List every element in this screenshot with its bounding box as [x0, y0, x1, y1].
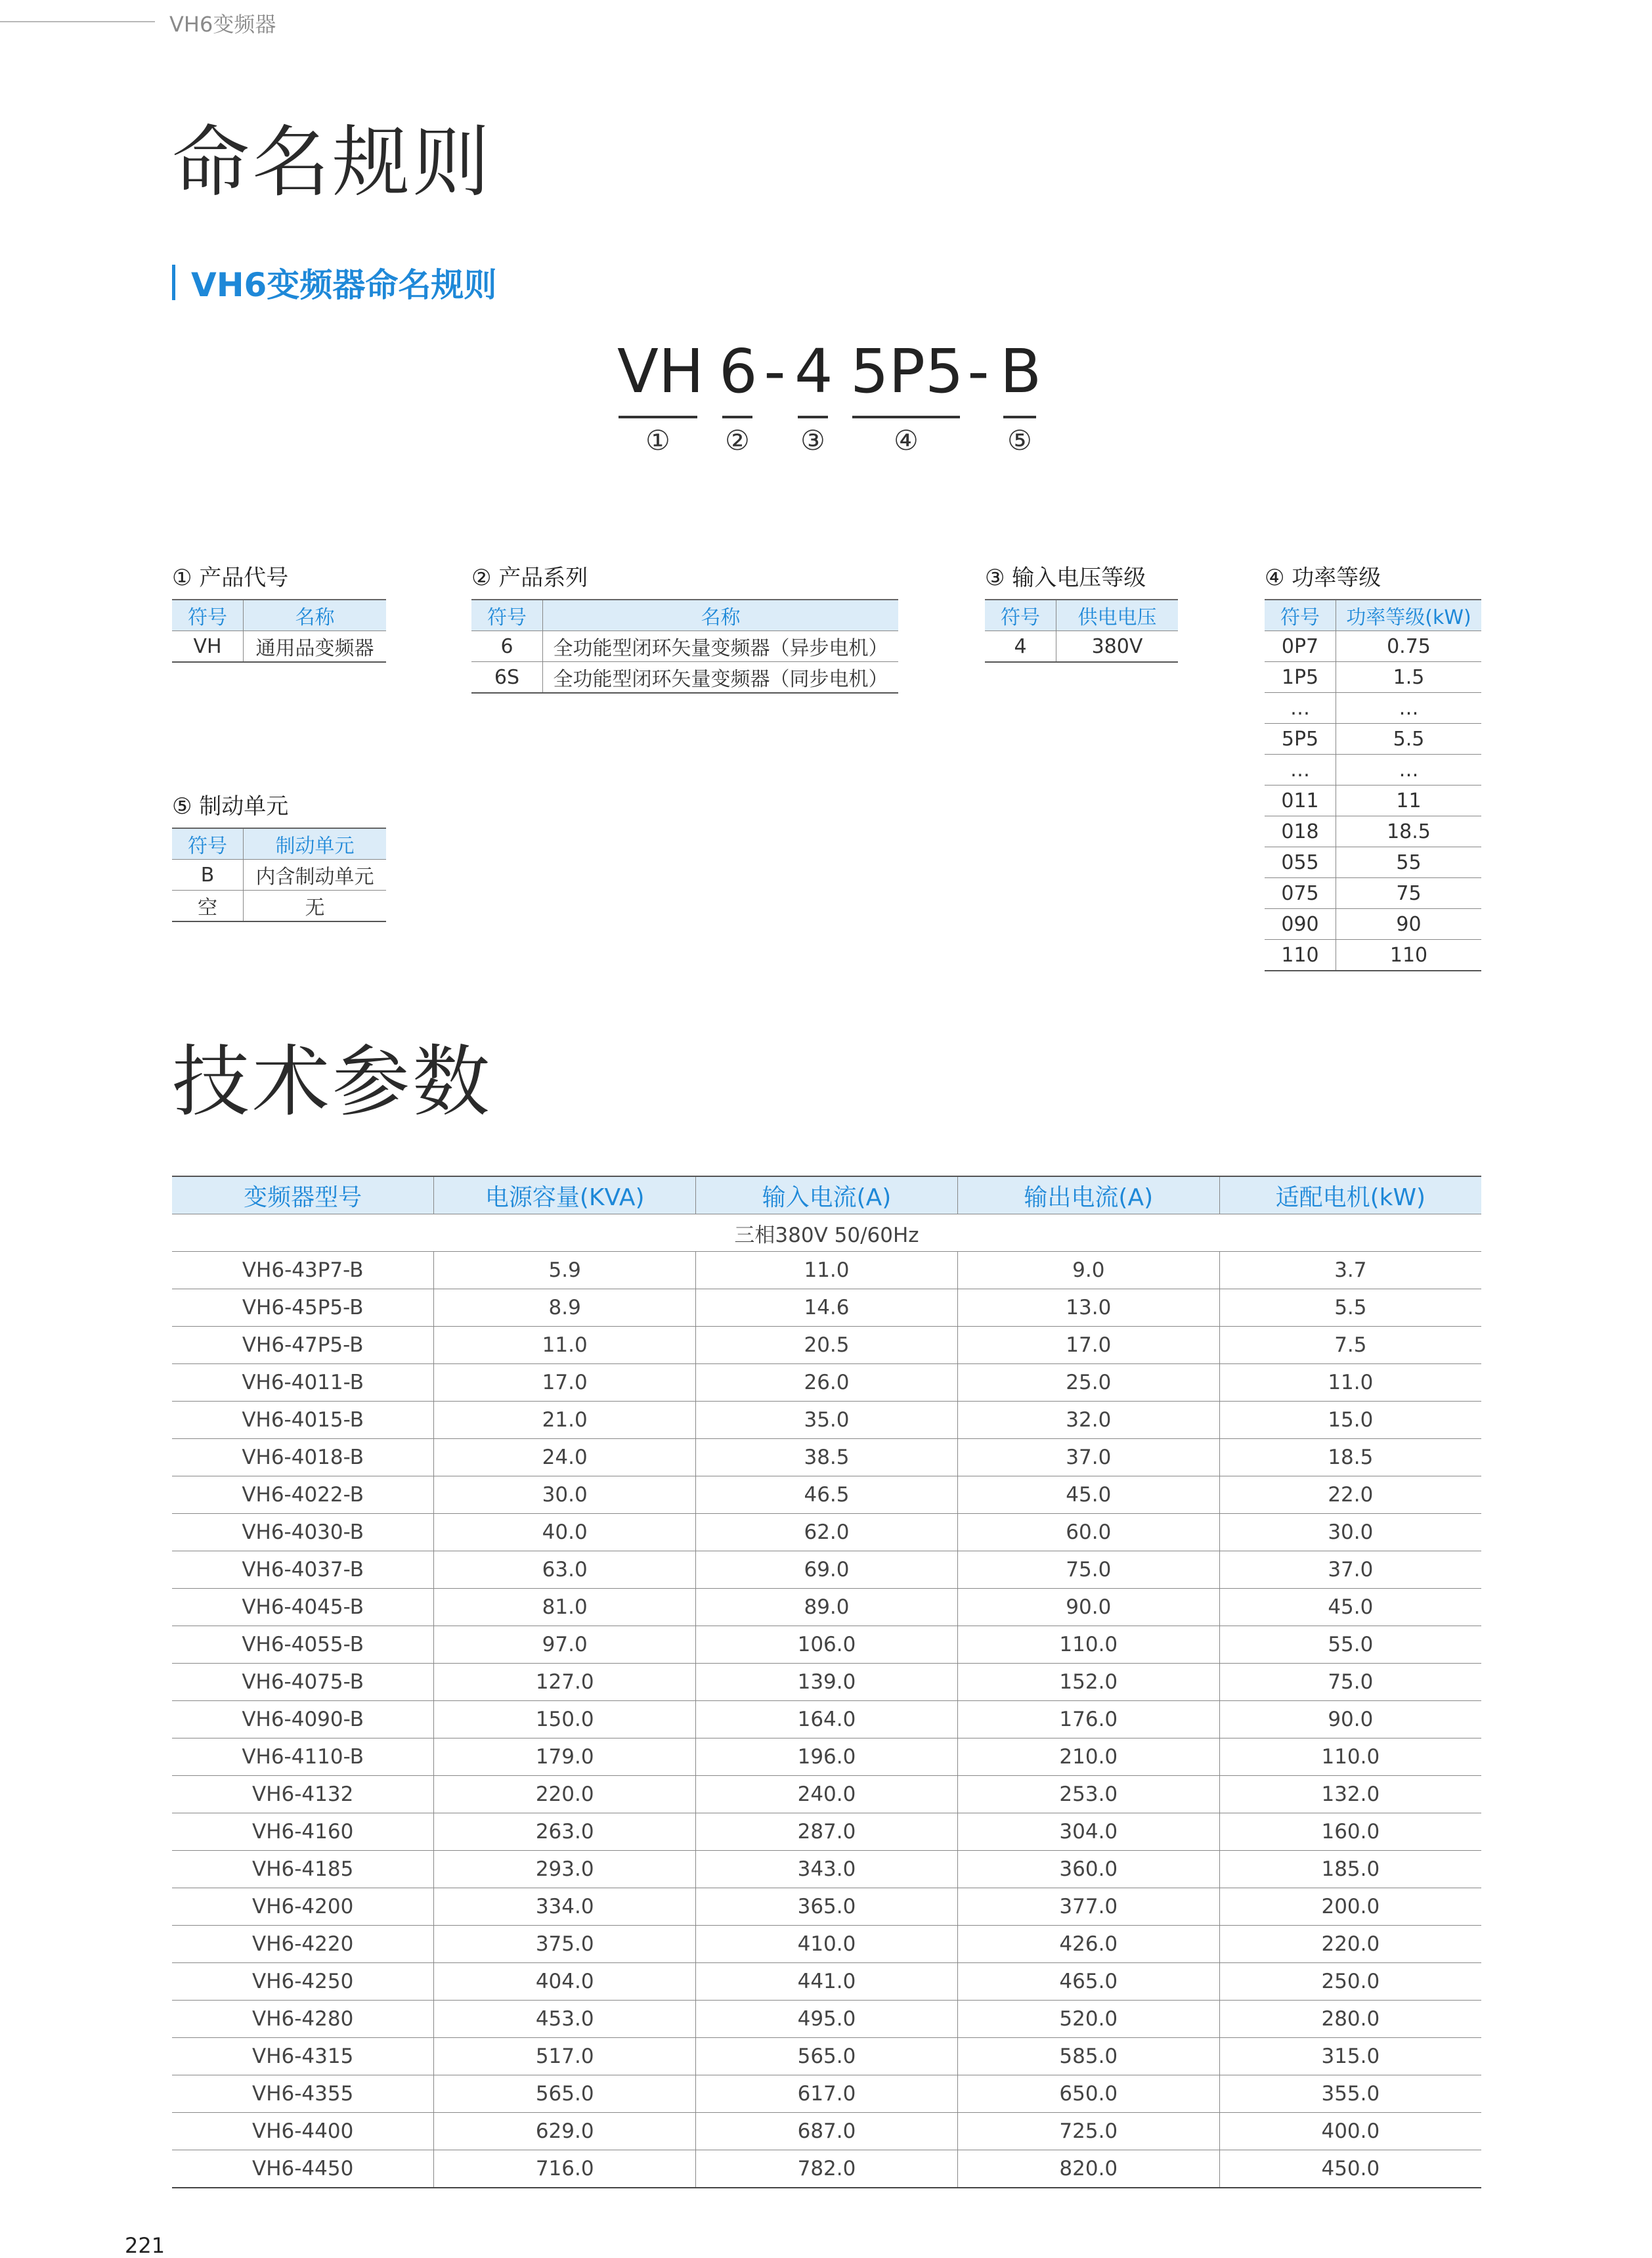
table-row [172, 2113, 1481, 2150]
table-cell: VH6-4355 [172, 2075, 434, 2113]
table-cell: 11 [1336, 786, 1482, 816]
table-cell: 287.0 [696, 1813, 958, 1851]
table-voltage [985, 599, 1178, 663]
table-cell: 380V [1056, 631, 1179, 663]
table-cell: VH6-4280 [172, 2001, 434, 2038]
table-header-cell: 供电电压 [1056, 600, 1179, 631]
table-header-cell: 符号 [985, 600, 1056, 631]
table-header-cell: 输出电流(A) [957, 1176, 1219, 1214]
table-cell: 60.0 [957, 1514, 1219, 1551]
table-cell: 37.0 [1219, 1551, 1481, 1589]
table-cell: 820.0 [957, 2150, 1219, 2188]
table-series-title: ② 产品系列 [471, 565, 588, 591]
table-cell: 55.0 [1219, 1626, 1481, 1664]
table-cell: 全功能型闭环矢量变频器（异步电机） [543, 631, 899, 662]
table-cell: 404.0 [434, 1963, 696, 2001]
table-cell: 164.0 [696, 1701, 958, 1738]
table-cell: 6S [471, 662, 543, 694]
tech-heading: 技术参数 [172, 1036, 493, 1127]
table-cell: 150.0 [434, 1701, 696, 1738]
table-header-cell: 符号 [172, 828, 244, 860]
table-header-cell: 名称 [543, 600, 899, 631]
table-row [471, 631, 898, 662]
code-part-voltage: 4 [794, 336, 833, 407]
table-row [172, 1364, 1481, 1402]
table-cell: 334.0 [434, 1888, 696, 1926]
marker-2: ② [725, 424, 750, 456]
table-cell: 110.0 [957, 1626, 1219, 1664]
table-cell: 139.0 [696, 1664, 958, 1701]
table-cell: VH6-4315 [172, 2038, 434, 2075]
group-label: 三相380V 50/60Hz [172, 1214, 1481, 1252]
marker-5: ⑤ [1007, 424, 1032, 456]
table-cell: 127.0 [434, 1664, 696, 1701]
table-cell: 空 [172, 891, 244, 922]
table-row [471, 662, 898, 694]
table-cell: 185.0 [1219, 1851, 1481, 1888]
table-cell: 160.0 [1219, 1813, 1481, 1851]
table-cell: 11.0 [434, 1327, 696, 1364]
table-cell: 250.0 [1219, 1963, 1481, 2001]
table-header-cell: 功率等级(kW) [1336, 600, 1482, 631]
table-cell: 97.0 [434, 1626, 696, 1664]
table-row [172, 1963, 1481, 2001]
table-cell: 全功能型闭环矢量变频器（同步电机） [543, 662, 899, 694]
table-row [172, 1626, 1481, 1664]
table-row [172, 1813, 1481, 1851]
table-cell: 179.0 [434, 1738, 696, 1776]
table-cell: 055 [1265, 847, 1336, 878]
table-cell: VH6-4022-B [172, 1476, 434, 1514]
table-cell: 110 [1336, 940, 1482, 971]
table-cell: 400.0 [1219, 2113, 1481, 2150]
table-cell: 465.0 [957, 1963, 1219, 2001]
table-cell: 650.0 [957, 2075, 1219, 2113]
table-cell: 21.0 [434, 1402, 696, 1439]
table-cell: 32.0 [957, 1402, 1219, 1439]
underline-product [619, 416, 697, 418]
table-cell: 5P5 [1265, 724, 1336, 755]
tech-spec-table [172, 1176, 1481, 2188]
table-cell: 355.0 [1219, 2075, 1481, 2113]
table-cell: 426.0 [957, 1926, 1219, 1963]
table-header-cell: 符号 [471, 600, 543, 631]
table-cell: VH6-45P5-B [172, 1289, 434, 1327]
table-cell: 75.0 [1219, 1664, 1481, 1701]
table-cell: 90.0 [1219, 1701, 1481, 1738]
table-cell: 18.5 [1219, 1439, 1481, 1476]
table-cell: 176.0 [957, 1701, 1219, 1738]
table-row [1265, 662, 1481, 693]
table-cell: 75.0 [957, 1551, 1219, 1589]
table-cell: VH6-4132 [172, 1776, 434, 1813]
table-cell: 15.0 [1219, 1402, 1481, 1439]
table-cell: 565.0 [696, 2038, 958, 2075]
table-cell: 280.0 [1219, 2001, 1481, 2038]
table-cell: 7.5 [1219, 1327, 1481, 1364]
table-cell: 24.0 [434, 1439, 696, 1476]
table-row [172, 1439, 1481, 1476]
table-cell: 132.0 [1219, 1776, 1481, 1813]
table-cell: 090 [1265, 909, 1336, 940]
table-cell: 90.0 [957, 1589, 1219, 1626]
table-row [172, 1551, 1481, 1589]
table-cell: 110.0 [1219, 1738, 1481, 1776]
table-series [471, 599, 898, 694]
table-cell: 517.0 [434, 2038, 696, 2075]
table-cell: VH6-4250 [172, 1963, 434, 2001]
table-row [172, 1327, 1481, 1364]
table-cell: 11.0 [696, 1252, 958, 1289]
table-product-code-title: ① 产品代号 [172, 565, 289, 591]
table-cell: VH6-4185 [172, 1851, 434, 1888]
table-cell: VH6-4090-B [172, 1701, 434, 1738]
table-cell: 585.0 [957, 2038, 1219, 2075]
table-row [172, 1289, 1481, 1327]
table-row [1265, 693, 1481, 724]
page-number: 221 [125, 2233, 165, 2258]
table-header-cell: 电源容量(KVA) [434, 1176, 696, 1214]
table-brake-title: ⑤ 制动单元 [172, 793, 289, 820]
table-power-title: ④ 功率等级 [1265, 565, 1381, 591]
header-rule [0, 21, 155, 22]
table-cell: VH6-43P7-B [172, 1252, 434, 1289]
table-cell: 453.0 [434, 2001, 696, 2038]
table-row [172, 1851, 1481, 1888]
table-cell: 内含制动单元 [244, 860, 387, 891]
naming-subheading [172, 263, 496, 302]
table-cell: … [1265, 755, 1336, 786]
table-cell: 450.0 [1219, 2150, 1481, 2188]
table-cell: … [1336, 693, 1482, 724]
table-row [172, 2038, 1481, 2075]
table-header-cell: 名称 [244, 600, 387, 631]
table-product-code [172, 599, 386, 663]
table-cell: 75 [1336, 878, 1482, 909]
table-cell: 343.0 [696, 1851, 958, 1888]
table-cell: 5.5 [1336, 724, 1482, 755]
table-cell: 5.9 [434, 1252, 696, 1289]
table-cell: 200.0 [1219, 1888, 1481, 1926]
table-cell: 725.0 [957, 2113, 1219, 2150]
table-cell: VH6-4200 [172, 1888, 434, 1926]
table-cell: 110 [1265, 940, 1336, 971]
table-row [172, 1776, 1481, 1813]
table-cell: 37.0 [957, 1439, 1219, 1476]
table-cell: VH6-4055-B [172, 1626, 434, 1664]
table-cell: 35.0 [696, 1402, 958, 1439]
code-part-dash-2: - [967, 336, 989, 407]
table-header-cell: 输入电流(A) [696, 1176, 958, 1214]
marker-3: ③ [800, 424, 825, 456]
table-cell: 17.0 [957, 1327, 1219, 1364]
table-cell: VH6-4030-B [172, 1514, 434, 1551]
table-row [172, 1402, 1481, 1439]
header-title: VH6变频器 [169, 12, 276, 37]
table-row [172, 1252, 1481, 1289]
table-cell: 26.0 [696, 1364, 958, 1402]
table-cell: 253.0 [957, 1776, 1219, 1813]
table-cell: VH6-4400 [172, 2113, 434, 2150]
table-row [172, 1888, 1481, 1926]
table-row [172, 1664, 1481, 1701]
table-row [172, 2150, 1481, 2188]
subheading-text: VH6变频器命名规则 [191, 266, 497, 304]
table-cell: 4 [985, 631, 1056, 663]
code-part-power: 5P5 [850, 336, 964, 407]
table-row [1265, 847, 1481, 878]
table-cell: VH6-4075-B [172, 1664, 434, 1701]
table-header-cell: 符号 [172, 600, 244, 631]
table-cell: VH6-4015-B [172, 1402, 434, 1439]
table-cell: 687.0 [696, 2113, 958, 2150]
table-cell: VH6-4011-B [172, 1364, 434, 1402]
table-row [172, 1589, 1481, 1626]
table-cell: 22.0 [1219, 1476, 1481, 1514]
table-cell: … [1336, 755, 1482, 786]
table-row [1265, 940, 1481, 971]
table-cell: 1P5 [1265, 662, 1336, 693]
underline-series [722, 416, 752, 418]
table-cell: VH6-4045-B [172, 1589, 434, 1626]
table-cell: 075 [1265, 878, 1336, 909]
table-cell: 63.0 [434, 1551, 696, 1589]
table-cell: 240.0 [696, 1776, 958, 1813]
marker-4: ④ [894, 424, 919, 456]
table-cell: 196.0 [696, 1738, 958, 1776]
table-cell: 220.0 [1219, 1926, 1481, 1963]
code-part-brake: B [1000, 336, 1042, 407]
table-cell: 13.0 [957, 1289, 1219, 1327]
table-cell: 617.0 [696, 2075, 958, 2113]
table-cell: 9.0 [957, 1252, 1219, 1289]
table-header-cell: 变频器型号 [172, 1176, 434, 1214]
table-cell: 018 [1265, 816, 1336, 847]
table-cell: 30.0 [434, 1476, 696, 1514]
table-cell: 377.0 [957, 1888, 1219, 1926]
table-cell: 565.0 [434, 2075, 696, 2113]
code-part-series: 6 [719, 336, 758, 407]
table-header-cell: 适配电机(kW) [1219, 1176, 1481, 1214]
table-cell: 5.5 [1219, 1289, 1481, 1327]
table-row [172, 1926, 1481, 1963]
table-row [985, 631, 1178, 663]
table-cell: 81.0 [434, 1589, 696, 1626]
table-cell: B [172, 860, 244, 891]
table-row [172, 891, 386, 922]
table-row [1265, 755, 1481, 786]
table-cell: 360.0 [957, 1851, 1219, 1888]
table-cell: 0.75 [1336, 631, 1482, 662]
table-cell: 89.0 [696, 1589, 958, 1626]
code-part-dash-1: - [764, 336, 786, 407]
table-row [1265, 878, 1481, 909]
table-row [172, 2001, 1481, 2038]
table-cell: 011 [1265, 786, 1336, 816]
table-cell: 55 [1336, 847, 1482, 878]
table-cell: 375.0 [434, 1926, 696, 1963]
table-row [172, 1476, 1481, 1514]
table-cell: 520.0 [957, 2001, 1219, 2038]
table-cell: 716.0 [434, 2150, 696, 2188]
table-cell: 45.0 [1219, 1589, 1481, 1626]
table-cell: 0P7 [1265, 631, 1336, 662]
table-cell: VH6-4220 [172, 1926, 434, 1963]
table-row [172, 1514, 1481, 1551]
table-cell: 18.5 [1336, 816, 1482, 847]
table-row [172, 1738, 1481, 1776]
table-cell: 40.0 [434, 1514, 696, 1551]
table-row [1265, 816, 1481, 847]
table-row [172, 860, 386, 891]
table-cell: 410.0 [696, 1926, 958, 1963]
table-cell: 14.6 [696, 1289, 958, 1327]
table-cell: 20.5 [696, 1327, 958, 1364]
table-cell: 3.7 [1219, 1252, 1481, 1289]
table-cell: VH6-4037-B [172, 1551, 434, 1589]
table-row [1265, 724, 1481, 755]
table-brake [172, 828, 386, 922]
table-cell: VH [172, 631, 244, 663]
table-cell: 1.5 [1336, 662, 1482, 693]
table-row [1265, 631, 1481, 662]
table-cell: 304.0 [957, 1813, 1219, 1851]
code-part-product: VH [617, 336, 705, 407]
table-cell: 30.0 [1219, 1514, 1481, 1551]
table-row [172, 631, 386, 663]
table-header-cell: 符号 [1265, 600, 1336, 631]
table-group-row [172, 1214, 1481, 1252]
table-cell: 通用品变频器 [244, 631, 387, 663]
table-row [172, 2075, 1481, 2113]
table-cell: 38.5 [696, 1439, 958, 1476]
table-row [1265, 786, 1481, 816]
table-cell: 25.0 [957, 1364, 1219, 1402]
table-cell: 62.0 [696, 1514, 958, 1551]
table-cell: 629.0 [434, 2113, 696, 2150]
subheading-accent-bar [172, 265, 175, 300]
table-cell: VH6-4018-B [172, 1439, 434, 1476]
table-cell: 90 [1336, 909, 1482, 940]
underline-brake [1003, 416, 1036, 418]
table-cell: 365.0 [696, 1888, 958, 1926]
table-cell: 210.0 [957, 1738, 1219, 1776]
table-cell: 无 [244, 891, 387, 922]
naming-heading: 命名规则 [172, 117, 493, 208]
table-cell: 69.0 [696, 1551, 958, 1589]
table-cell: 6 [471, 631, 543, 662]
underline-voltage [798, 416, 828, 418]
table-cell: VH6-4110-B [172, 1738, 434, 1776]
table-cell: 106.0 [696, 1626, 958, 1664]
table-cell: 782.0 [696, 2150, 958, 2188]
table-cell: 293.0 [434, 1851, 696, 1888]
table-cell: 17.0 [434, 1364, 696, 1402]
table-cell: 8.9 [434, 1289, 696, 1327]
table-cell: 152.0 [957, 1664, 1219, 1701]
table-cell: 220.0 [434, 1776, 696, 1813]
underline-power [852, 416, 960, 418]
table-header-cell: 制动单元 [244, 828, 387, 860]
table-cell: 441.0 [696, 1963, 958, 2001]
table-cell: 263.0 [434, 1813, 696, 1851]
table-cell: VH6-4450 [172, 2150, 434, 2188]
table-voltage-title: ③ 输入电压等级 [985, 565, 1146, 591]
table-cell: 45.0 [957, 1476, 1219, 1514]
table-cell: … [1265, 693, 1336, 724]
table-cell: 11.0 [1219, 1364, 1481, 1402]
table-row [1265, 909, 1481, 940]
marker-1: ① [645, 424, 670, 456]
table-cell: VH6-47P5-B [172, 1327, 434, 1364]
table-cell: 46.5 [696, 1476, 958, 1514]
table-cell: 315.0 [1219, 2038, 1481, 2075]
table-cell: 495.0 [696, 2001, 958, 2038]
table-cell: VH6-4160 [172, 1813, 434, 1851]
table-row [172, 1701, 1481, 1738]
table-power [1265, 599, 1481, 971]
